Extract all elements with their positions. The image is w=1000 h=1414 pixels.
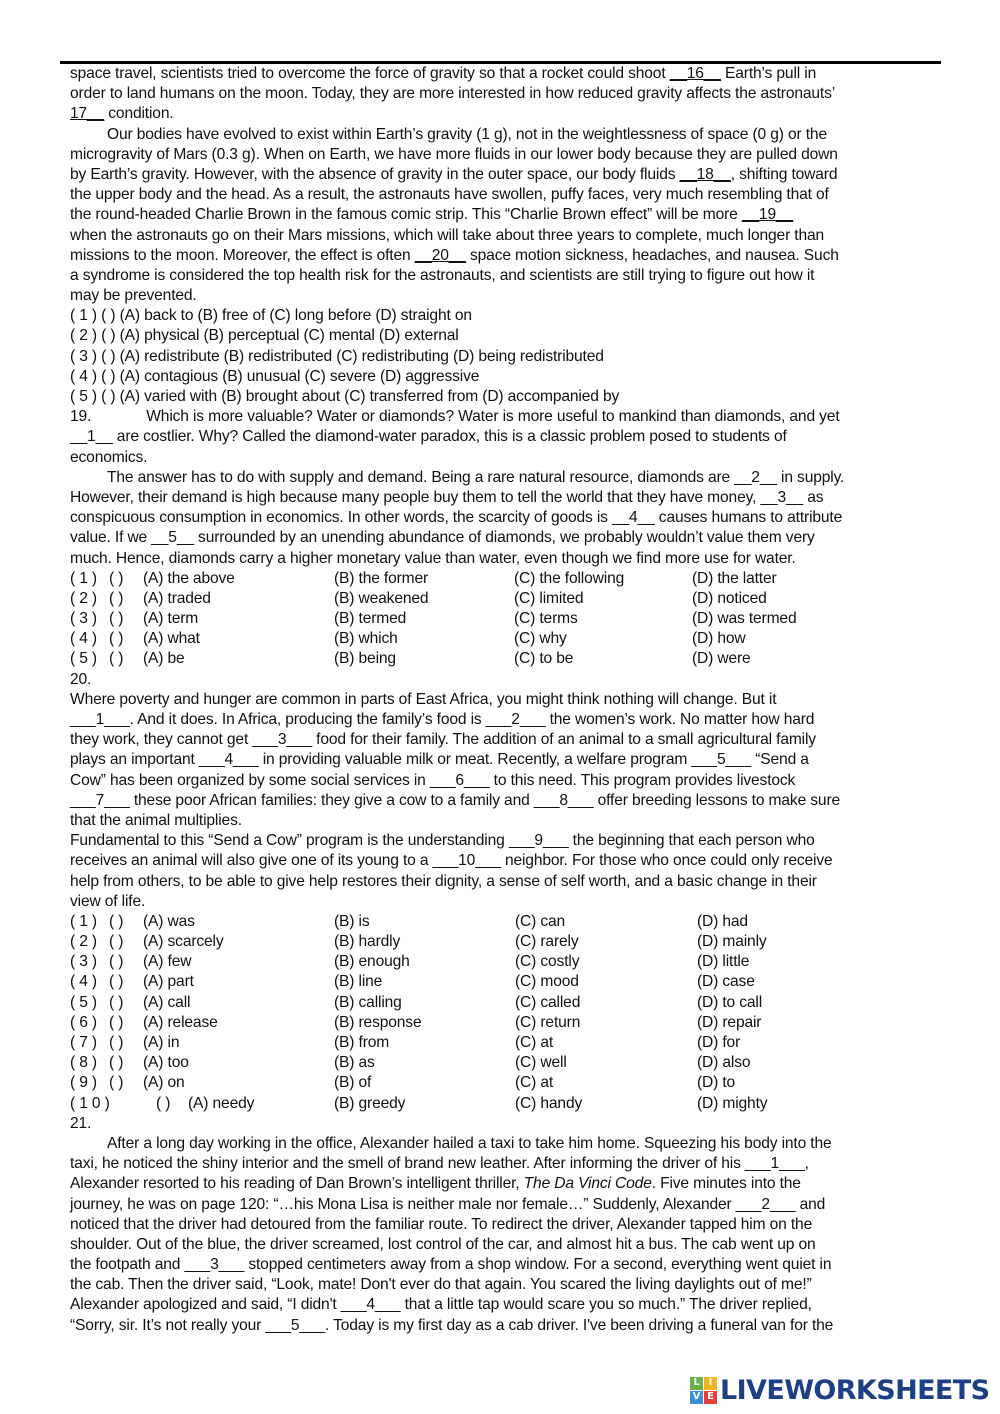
- option-c[interactable]: (C) rarely: [515, 933, 579, 951]
- option-d[interactable]: (D) the latter: [692, 569, 777, 587]
- option-a[interactable]: (A) few: [143, 953, 192, 971]
- option-row[interactable]: ( 3 ) ( ) (A) redistribute (B) redistributed (C) redistributing (D) being redistributed: [70, 347, 604, 365]
- option-row: [70, 1033, 940, 1053]
- q18-passage: [70, 64, 940, 306]
- option-b[interactable]: (B) as: [334, 1054, 375, 1072]
- option-c[interactable]: (C) to be: [514, 650, 574, 668]
- text-line: However, their demand is high because many people buy them to tell the world that they have money, __3__ as: [70, 488, 824, 506]
- option-row: [70, 629, 940, 649]
- q21-passage: [70, 1114, 940, 1336]
- item-number: ( 2 ): [70, 589, 97, 607]
- text-line: microgravity of Mars (0.3 g). When on Earth, we have more fluids in our lower body because they are pulled down: [70, 145, 838, 163]
- option-d[interactable]: (D) to call: [697, 993, 763, 1011]
- option-b[interactable]: (B) response: [334, 1013, 422, 1031]
- option-b[interactable]: (B) the former: [334, 569, 429, 587]
- q18-options: [70, 306, 940, 407]
- option-c[interactable]: (C) mood: [515, 973, 579, 991]
- option-a[interactable]: (A) on: [143, 1074, 185, 1092]
- text-line: Which is more valuable? Water or diamonds? Water is more useful to mankind than diamonds, and yet: [146, 408, 840, 426]
- blank-19[interactable]: __19__: [741, 206, 794, 224]
- option-a[interactable]: (A) too: [143, 1054, 189, 1072]
- text-line: by Earth’s gravity. However, with the absence of gravity in the outer space, our body fluids: [70, 165, 680, 183]
- item-number: ( 5 ): [70, 993, 97, 1011]
- blank-16[interactable]: __16__: [669, 65, 721, 82]
- option-c[interactable]: (C) called: [515, 993, 581, 1011]
- text-line: the upper body and the head. As a result, the astronauts have swollen, puffy faces, very much resembling that of: [70, 186, 829, 204]
- text-line: condition.: [108, 105, 174, 123]
- text-line: ___1___. And it does. In Africa, producing the family’s food is ___2___ the women’s work. No matter how hard: [70, 711, 815, 728]
- text-line: order to land humans on the moon. Today, they are more interested in how reduced gravity affects the astronauts’: [70, 85, 836, 103]
- option-d[interactable]: (D) mainly: [697, 933, 767, 951]
- text-line: , shifting toward: [730, 165, 838, 183]
- answer-slot[interactable]: ( ): [109, 630, 124, 648]
- text-line: a syndrome is considered the top health risk for the astronauts, and scientists are still trying to figure out how it: [70, 266, 815, 284]
- option-d[interactable]: (D) had: [697, 912, 748, 930]
- option-b[interactable]: (B) from: [334, 1034, 390, 1051]
- option-d[interactable]: (D) noticed: [692, 589, 767, 607]
- text-line: the footpath and ___3___ stopped centimeters away from a shop window. For a second, everything went quiet in: [70, 1256, 832, 1274]
- item-number: ( 4 ): [70, 630, 97, 648]
- option-row: [70, 1094, 940, 1114]
- text-line: __1__ are costlier. Why? Called the diamond-water paradox, this is a classic problem posed to students of: [70, 428, 787, 446]
- option-a[interactable]: (A) in: [143, 1034, 180, 1051]
- item-number: ( 4 ): [70, 973, 97, 991]
- option-c[interactable]: (C) return: [515, 1013, 581, 1031]
- option-c[interactable]: (C) costly: [515, 953, 580, 971]
- option-b[interactable]: (B) calling: [334, 993, 402, 1011]
- answer-slot[interactable]: ( ): [109, 569, 124, 587]
- option-a[interactable]: (A) needy: [188, 1094, 255, 1112]
- text-line: Where poverty and hunger are common in parts of East Africa, you might think nothing will change. But it: [70, 690, 777, 708]
- option-a[interactable]: (A) scarcely: [143, 933, 224, 951]
- option-c[interactable]: (C) can: [515, 912, 566, 930]
- answer-slot[interactable]: ( ): [109, 953, 124, 971]
- text-line: Fundamental to this “Send a Cow” program is the understanding ___9___ the beginning that each person who: [70, 832, 815, 850]
- liveworksheets-logo[interactable]: [690, 1374, 989, 1406]
- answer-slot[interactable]: ( ): [156, 1094, 171, 1112]
- answer-slot[interactable]: ( ): [109, 1013, 124, 1031]
- text-line: may be prevented.: [70, 287, 197, 305]
- option-b[interactable]: (B) termed: [334, 610, 407, 628]
- option-row: [70, 952, 940, 972]
- option-row: [70, 912, 940, 932]
- option-row[interactable]: ( 1 ) ( ) (A) back to (B) free of (C) long before (D) straight on: [70, 307, 472, 325]
- text-line: missions to the moon. Moreover, the effect is often: [70, 246, 415, 264]
- option-b[interactable]: (B) line: [334, 973, 383, 991]
- q19-options: [70, 569, 940, 670]
- option-row[interactable]: ( 4 ) ( ) (A) contagious (B) unusual (C) severe (D) aggressive: [70, 367, 480, 385]
- q19-passage: [70, 407, 940, 569]
- text-line: the round-headed Charlie Brown in the famous comic strip. This “Charlie Brown effect” will be more: [70, 206, 742, 224]
- answer-slot[interactable]: ( ): [109, 973, 124, 991]
- item-number: ( 1 ): [70, 912, 97, 930]
- text-line: The answer has to do with supply and demand. Being a rare natural resource, diamonds are __2__ in supply.: [107, 468, 845, 486]
- answer-slot[interactable]: ( ): [109, 912, 124, 930]
- logo-letter-i: I: [704, 1377, 717, 1390]
- option-d[interactable]: (D) for: [697, 1034, 741, 1051]
- option-a[interactable]: (A) part: [143, 973, 194, 991]
- option-b[interactable]: (B) hardly: [334, 933, 401, 951]
- text-line: when the astronauts go on their Mars missions, which will take about three years to complete, much longer than: [70, 226, 825, 244]
- option-d[interactable]: (D) little: [697, 953, 750, 971]
- option-row: [70, 972, 940, 992]
- option-d[interactable]: (D) repair: [697, 1013, 762, 1031]
- text-line: journey, he was on page 120: “…his Mona Lisa is neither male nor female…” Suddenly, Alexander ___2___ and: [70, 1195, 826, 1213]
- text-line: help from others, to be able to give help restores their dignity, a sense of self worth, and a basic change in their: [70, 872, 817, 890]
- option-b[interactable]: (B) weakened: [334, 589, 429, 607]
- option-c[interactable]: (C) terms: [514, 610, 578, 628]
- blank-17[interactable]: 17__: [70, 105, 105, 123]
- option-c[interactable]: (C) why: [514, 630, 567, 648]
- option-b[interactable]: (B) greedy: [334, 1094, 406, 1112]
- item-number: ( 3 ): [70, 953, 97, 971]
- option-b[interactable]: (B) of: [334, 1074, 372, 1092]
- logo-letter-e: E: [704, 1391, 717, 1404]
- option-c[interactable]: (C) the following: [514, 569, 625, 587]
- logo-letter-l: L: [690, 1377, 703, 1390]
- blank-20[interactable]: __20__: [414, 246, 466, 264]
- option-d[interactable]: (D) to: [697, 1074, 736, 1092]
- item-number: ( 3 ): [70, 610, 97, 628]
- text-line: “Sorry, sir. It’s not really your ___5___. Today is my first day as a cab driver. I've been driving a funeral van for the: [70, 1316, 834, 1334]
- live-grid-icon: [690, 1377, 717, 1404]
- logo-letter-v: V: [690, 1391, 703, 1404]
- logo-wordmark: LIVEWORKSHEETS: [720, 1374, 990, 1406]
- text-line: space motion sickness, headaches, and nausea. Such: [465, 246, 839, 264]
- option-d[interactable]: (D) was termed: [692, 610, 797, 628]
- option-b[interactable]: (B) being: [334, 650, 396, 668]
- option-d[interactable]: (D) case: [697, 973, 755, 991]
- text-line: space travel, scientists tried to overcome the force of gravity so that a rocket could shoot: [70, 65, 670, 82]
- answer-slot[interactable]: ( ): [109, 589, 124, 607]
- answer-slot[interactable]: ( ): [109, 650, 124, 668]
- blank-18[interactable]: __18__: [679, 165, 731, 183]
- item-number: ( 1 0 ): [70, 1094, 110, 1112]
- item-number: ( 5 ): [70, 650, 97, 668]
- text-line: . Five minutes into the: [651, 1175, 801, 1193]
- text-line: Alexander apologized and said, “I didn't ___4___ that a little tap would scare you so much.” The driver replied,: [70, 1296, 812, 1314]
- option-row: [70, 569, 940, 589]
- item-number: ( 8 ): [70, 1054, 97, 1072]
- option-row[interactable]: ( 2 ) ( ) (A) physical (B) perceptual (C) mental (D) external: [70, 327, 459, 345]
- text-line: ___7___ these poor African families: they give a cow to a family and ___8___ offer breeding lessons to make sure: [70, 791, 841, 809]
- item-number: ( 1 ): [70, 569, 97, 587]
- option-d[interactable]: (D) mighty: [697, 1094, 768, 1112]
- option-c[interactable]: (C) well: [515, 1054, 567, 1072]
- text-line: shoulder. Out of the blue, the driver screamed, lost control of the car, and almost hit a bus. The cab went up on: [70, 1235, 816, 1253]
- item-number: ( 6 ): [70, 1013, 97, 1031]
- text-line: they work, they cannot get ___3___ food for their family. The addition of an animal to a small agricultural family: [70, 731, 816, 749]
- text-line: Our bodies have evolved to exist within Earth’s gravity (1 g), not in the weightlessness of space (0 g) or the: [107, 125, 827, 143]
- option-b[interactable]: (B) which: [334, 630, 398, 648]
- answer-slot[interactable]: ( ): [109, 933, 124, 951]
- option-row: [70, 932, 940, 952]
- text-line: much. Hence, diamonds carry a higher monetary value than water, even though we find more use for water.: [70, 549, 796, 567]
- option-a[interactable]: (A) the above: [143, 569, 235, 587]
- option-row: [70, 649, 940, 669]
- option-c[interactable]: (C) limited: [514, 589, 584, 607]
- option-row: [70, 589, 940, 609]
- text-line: After a long day working in the office, Alexander hailed a taxi to take him home. Squeezing his body into the: [107, 1134, 832, 1152]
- option-a[interactable]: (A) term: [143, 610, 199, 628]
- option-b[interactable]: (B) enough: [334, 953, 410, 971]
- option-c[interactable]: (C) handy: [515, 1094, 583, 1112]
- text-line: value. If we __5__ surrounded by an unending abundance of diamonds, we probably wouldn’t value them very: [70, 529, 815, 547]
- text-line: conspicuous consumption in economics. In other words, the scarcity of goods is __4__ causes humans to attribute: [70, 509, 843, 527]
- option-b[interactable]: (B) is: [334, 912, 370, 930]
- text-line: Alexander resorted to his reading of Dan Brown’s intelligent thriller,: [70, 1175, 524, 1193]
- option-a[interactable]: (A) what: [143, 630, 200, 648]
- option-d[interactable]: (D) also: [697, 1054, 751, 1072]
- option-row: [70, 609, 940, 629]
- item-number: ( 9 ): [70, 1074, 97, 1092]
- option-row: [70, 1013, 940, 1033]
- answer-slot[interactable]: ( ): [109, 1054, 124, 1072]
- question-number: 20.: [70, 670, 92, 688]
- answer-slot[interactable]: ( ): [109, 1074, 124, 1092]
- text-line: Cow” has been organized by some social services in ___6___ to this need. This program provides livestock: [70, 771, 796, 789]
- text-line: noticed that the driver had detoured from the familiar route. To redirect the driver, Alexander tapped him on the: [70, 1215, 813, 1233]
- option-row: [70, 993, 940, 1013]
- q20-passage: [70, 670, 940, 912]
- option-d[interactable]: (D) were: [692, 650, 751, 668]
- option-a[interactable]: (A) call: [143, 993, 191, 1011]
- text-line: that the animal multiplies.: [70, 811, 242, 829]
- option-a[interactable]: (A) release: [143, 1013, 218, 1031]
- question-number: 19.: [70, 408, 92, 426]
- question-number: 21.: [70, 1114, 92, 1132]
- option-c[interactable]: (C) at: [515, 1074, 554, 1092]
- text-line: Earth’s pull in: [720, 65, 817, 82]
- text-line: the cab. Then the driver said, “Look, mate! Don't ever do that again. You scared the living daylights out of me!”: [70, 1276, 812, 1294]
- book-title: The Da Vinci Code: [523, 1175, 652, 1193]
- answer-slot[interactable]: ( ): [109, 993, 124, 1011]
- text-line: receives an animal will also give one of its young to a ___10___ neighbor. For those who once could only receive: [70, 852, 833, 870]
- text-line: view of life.: [70, 892, 146, 910]
- item-number: ( 7 ): [70, 1034, 97, 1051]
- answer-slot[interactable]: ( ): [109, 610, 124, 628]
- item-number: ( 2 ): [70, 933, 97, 951]
- answer-slot[interactable]: ( ): [109, 1034, 124, 1051]
- worksheet-content: [70, 64, 940, 1336]
- option-row: [70, 1053, 940, 1073]
- option-c[interactable]: (C) at: [515, 1034, 554, 1051]
- option-row: [70, 1073, 940, 1093]
- text-line: taxi, he noticed the shiny interior and the smell of brand new leather. After informing the driver of his ___1___,: [70, 1155, 809, 1173]
- option-a[interactable]: (A) was: [143, 912, 195, 930]
- option-a[interactable]: (A) be: [143, 650, 185, 668]
- text-line: plays an important ___4___ in providing valuable milk or meat. Recently, a welfare program ___5___ “Send a: [70, 751, 809, 769]
- option-a[interactable]: (A) traded: [143, 589, 211, 607]
- option-row[interactable]: ( 5 ) ( ) (A) varied with (B) brought about (C) transferred from (D) accompanied by: [70, 388, 620, 405]
- q20-options: [70, 912, 940, 1114]
- text-line: economics.: [70, 448, 148, 466]
- option-d[interactable]: (D) how: [692, 630, 746, 648]
